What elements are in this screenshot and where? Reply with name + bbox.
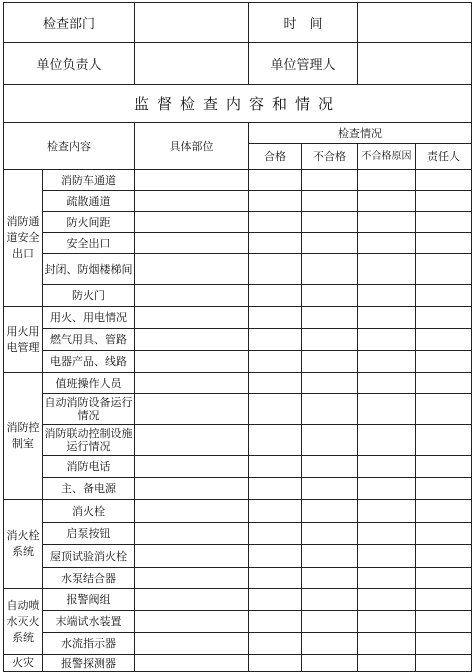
unqualified-cell[interactable] [302, 373, 358, 394]
location-cell[interactable] [135, 589, 249, 611]
table-row [4, 568, 472, 589]
qualified-cell[interactable] [249, 500, 302, 523]
manager-value-cell[interactable] [358, 43, 472, 85]
location-cell[interactable] [135, 373, 249, 394]
person-cell[interactable] [416, 394, 472, 425]
unqualified-cell[interactable] [302, 307, 358, 329]
reason-cell[interactable] [358, 633, 416, 655]
person-cell[interactable] [416, 285, 472, 307]
qualified-cell[interactable] [249, 589, 302, 611]
location-cell[interactable] [135, 568, 249, 589]
qualified-cell[interactable] [249, 191, 302, 212]
location-cell[interactable] [135, 212, 249, 233]
location-cell[interactable] [135, 633, 249, 655]
qualified-cell[interactable] [249, 611, 302, 633]
item-label: 安全出口 [43, 233, 135, 254]
qualified-cell[interactable] [249, 523, 302, 545]
qualified-cell[interactable] [249, 307, 302, 329]
unqualified-cell[interactable] [302, 394, 358, 425]
person-cell[interactable] [416, 478, 472, 500]
unqualified-cell[interactable] [302, 633, 358, 655]
item-label: 主、备电源 [43, 478, 135, 500]
item-label: 防火门 [43, 285, 135, 307]
qualified-cell[interactable] [249, 170, 302, 191]
table-row [4, 170, 472, 191]
table-row [4, 285, 472, 307]
item-label: 自动消防设备运行情况 [43, 394, 135, 425]
person-cell[interactable] [416, 589, 472, 611]
inspection-form [3, 2, 472, 672]
person-cell[interactable] [416, 373, 472, 394]
table-row [4, 191, 472, 212]
item-label: 报警探测器 [43, 655, 135, 672]
unqualified-cell[interactable] [302, 191, 358, 212]
person-cell[interactable] [416, 523, 472, 545]
table-row [4, 254, 472, 285]
unqualified-cell[interactable] [302, 285, 358, 307]
item-label: 电器产品、线路 [43, 351, 135, 373]
person-cell[interactable] [416, 655, 472, 672]
item-label: 消防联动控制设施运行情况 [43, 425, 135, 456]
item-label: 消火栓 [43, 500, 135, 523]
table-row [4, 633, 472, 655]
col-header-situation: 检查情况 [249, 123, 472, 144]
qualified-cell[interactable] [249, 655, 302, 672]
location-cell[interactable] [135, 611, 249, 633]
reason-cell[interactable] [358, 351, 416, 373]
qualified-cell[interactable] [249, 254, 302, 285]
location-cell[interactable] [135, 254, 249, 285]
unqualified-cell[interactable] [302, 545, 358, 568]
reason-cell[interactable] [358, 285, 416, 307]
location-cell[interactable] [135, 478, 249, 500]
table-row [4, 212, 472, 233]
location-cell[interactable] [135, 500, 249, 523]
reason-cell[interactable] [358, 611, 416, 633]
qualified-cell[interactable] [249, 425, 302, 456]
location-cell[interactable] [135, 191, 249, 212]
category-label: 用火用电管理 [4, 307, 43, 373]
reason-cell[interactable] [358, 478, 416, 500]
person-cell[interactable] [416, 568, 472, 589]
reason-cell[interactable] [358, 212, 416, 233]
qualified-cell[interactable] [249, 633, 302, 655]
location-cell[interactable] [135, 329, 249, 351]
qualified-cell[interactable] [249, 568, 302, 589]
inspection-rows [4, 170, 472, 672]
unqualified-cell[interactable] [302, 212, 358, 233]
table-row [4, 351, 472, 373]
person-cell[interactable] [416, 254, 472, 285]
location-cell[interactable] [135, 285, 249, 307]
qualified-cell[interactable] [249, 351, 302, 373]
reason-cell[interactable] [358, 545, 416, 568]
unqualified-cell[interactable] [302, 568, 358, 589]
person-cell[interactable] [416, 545, 472, 568]
reason-cell[interactable] [358, 307, 416, 329]
item-label: 消防车通道 [43, 170, 135, 191]
person-cell[interactable] [416, 611, 472, 633]
qualified-cell[interactable] [249, 478, 302, 500]
table-row [4, 500, 472, 523]
person-cell[interactable] [416, 351, 472, 373]
location-cell[interactable] [135, 351, 249, 373]
category-label: 消防通道安全出口 [4, 170, 43, 307]
unqualified-cell[interactable] [302, 655, 358, 672]
item-label: 启泵按钮 [43, 523, 135, 545]
item-label: 水流指示器 [43, 633, 135, 655]
reason-cell[interactable] [358, 170, 416, 191]
reason-cell[interactable] [358, 191, 416, 212]
table-row [4, 329, 472, 351]
reason-cell[interactable] [358, 523, 416, 545]
category-label: 火灾 [4, 655, 43, 672]
qualified-cell[interactable] [249, 329, 302, 351]
unqualified-cell[interactable] [302, 351, 358, 373]
person-cell[interactable] [416, 233, 472, 254]
time-value-cell[interactable] [358, 3, 472, 43]
table-row [4, 589, 472, 611]
table-row [4, 373, 472, 394]
table-row [4, 233, 472, 254]
col-header-person: 责任人 [416, 144, 472, 170]
reason-cell[interactable] [358, 394, 416, 425]
item-label: 疏散通道 [43, 191, 135, 212]
category-label: 自动喷水灭火系统 [4, 589, 43, 655]
person-cell[interactable] [416, 633, 472, 655]
reason-cell[interactable] [358, 425, 416, 456]
col-header-location: 具体部位 [135, 123, 249, 170]
col-header-content: 检查内容 [4, 123, 135, 170]
table-row [4, 655, 472, 672]
time-label: 时 间 [249, 3, 358, 43]
unqualified-cell[interactable] [302, 456, 358, 478]
person-cell[interactable] [416, 191, 472, 212]
reason-cell[interactable] [358, 329, 416, 351]
person-cell[interactable] [416, 425, 472, 456]
unqualified-cell[interactable] [302, 233, 358, 254]
item-label: 值班操作人员 [43, 373, 135, 394]
table-row [4, 456, 472, 478]
table-row [4, 545, 472, 568]
reason-cell[interactable] [358, 500, 416, 523]
reason-cell[interactable] [358, 655, 416, 672]
col-header-qualified: 合格 [249, 144, 302, 170]
item-label: 末端试水装置 [43, 611, 135, 633]
unqualified-cell[interactable] [302, 254, 358, 285]
category-label: 消火栓系统 [4, 500, 43, 589]
unqualified-cell[interactable] [302, 425, 358, 456]
item-label: 防火间距 [43, 212, 135, 233]
reason-cell[interactable] [358, 254, 416, 285]
item-label: 水泵结合器 [43, 568, 135, 589]
col-header-reason: 不合格原因 [358, 144, 416, 170]
item-label: 用火、用电情况 [43, 307, 135, 329]
section-title: 监督检查内容和情况 [4, 85, 472, 123]
reason-cell[interactable] [358, 373, 416, 394]
location-cell[interactable] [135, 456, 249, 478]
item-label: 消防电话 [43, 456, 135, 478]
category-label: 消防控制室 [4, 373, 43, 500]
unqualified-cell[interactable] [302, 611, 358, 633]
dept-label: 检查部门 [4, 3, 135, 43]
table-row [4, 307, 472, 329]
qualified-cell[interactable] [249, 545, 302, 568]
item-label: 报警阀组 [43, 589, 135, 611]
location-cell[interactable] [135, 307, 249, 329]
unqualified-cell[interactable] [302, 523, 358, 545]
manager-label: 单位管理人 [249, 43, 358, 85]
qualified-cell[interactable] [249, 456, 302, 478]
table-row [4, 611, 472, 633]
item-label: 封闭、防烟楼梯间 [43, 254, 135, 285]
reason-cell[interactable] [358, 233, 416, 254]
location-cell[interactable] [135, 394, 249, 425]
location-cell[interactable] [135, 545, 249, 568]
person-cell[interactable] [416, 329, 472, 351]
qualified-cell[interactable] [249, 285, 302, 307]
reason-cell[interactable] [358, 456, 416, 478]
table-row [4, 523, 472, 545]
unqualified-cell[interactable] [302, 329, 358, 351]
responsible-value-cell[interactable] [135, 43, 249, 85]
table-row [4, 394, 472, 425]
reason-cell[interactable] [358, 589, 416, 611]
unqualified-cell[interactable] [302, 589, 358, 611]
col-header-unqualified: 不合格 [302, 144, 358, 170]
item-label: 燃气用具、管路 [43, 329, 135, 351]
dept-value-cell[interactable] [135, 3, 249, 43]
item-label: 屋顶试验消火栓 [43, 545, 135, 568]
table-row [4, 425, 472, 456]
unqualified-cell[interactable] [302, 478, 358, 500]
qualified-cell[interactable] [249, 233, 302, 254]
responsible-label: 单位负责人 [4, 43, 135, 85]
person-cell[interactable] [416, 456, 472, 478]
person-cell[interactable] [416, 170, 472, 191]
person-cell[interactable] [416, 500, 472, 523]
location-cell[interactable] [135, 425, 249, 456]
location-cell[interactable] [135, 233, 249, 254]
qualified-cell[interactable] [249, 373, 302, 394]
person-cell[interactable] [416, 212, 472, 233]
location-cell[interactable] [135, 170, 249, 191]
qualified-cell[interactable] [249, 212, 302, 233]
location-cell[interactable] [135, 523, 249, 545]
table-row [4, 478, 472, 500]
unqualified-cell[interactable] [302, 500, 358, 523]
location-cell[interactable] [135, 655, 249, 672]
qualified-cell[interactable] [249, 394, 302, 425]
person-cell[interactable] [416, 307, 472, 329]
unqualified-cell[interactable] [302, 170, 358, 191]
reason-cell[interactable] [358, 568, 416, 589]
